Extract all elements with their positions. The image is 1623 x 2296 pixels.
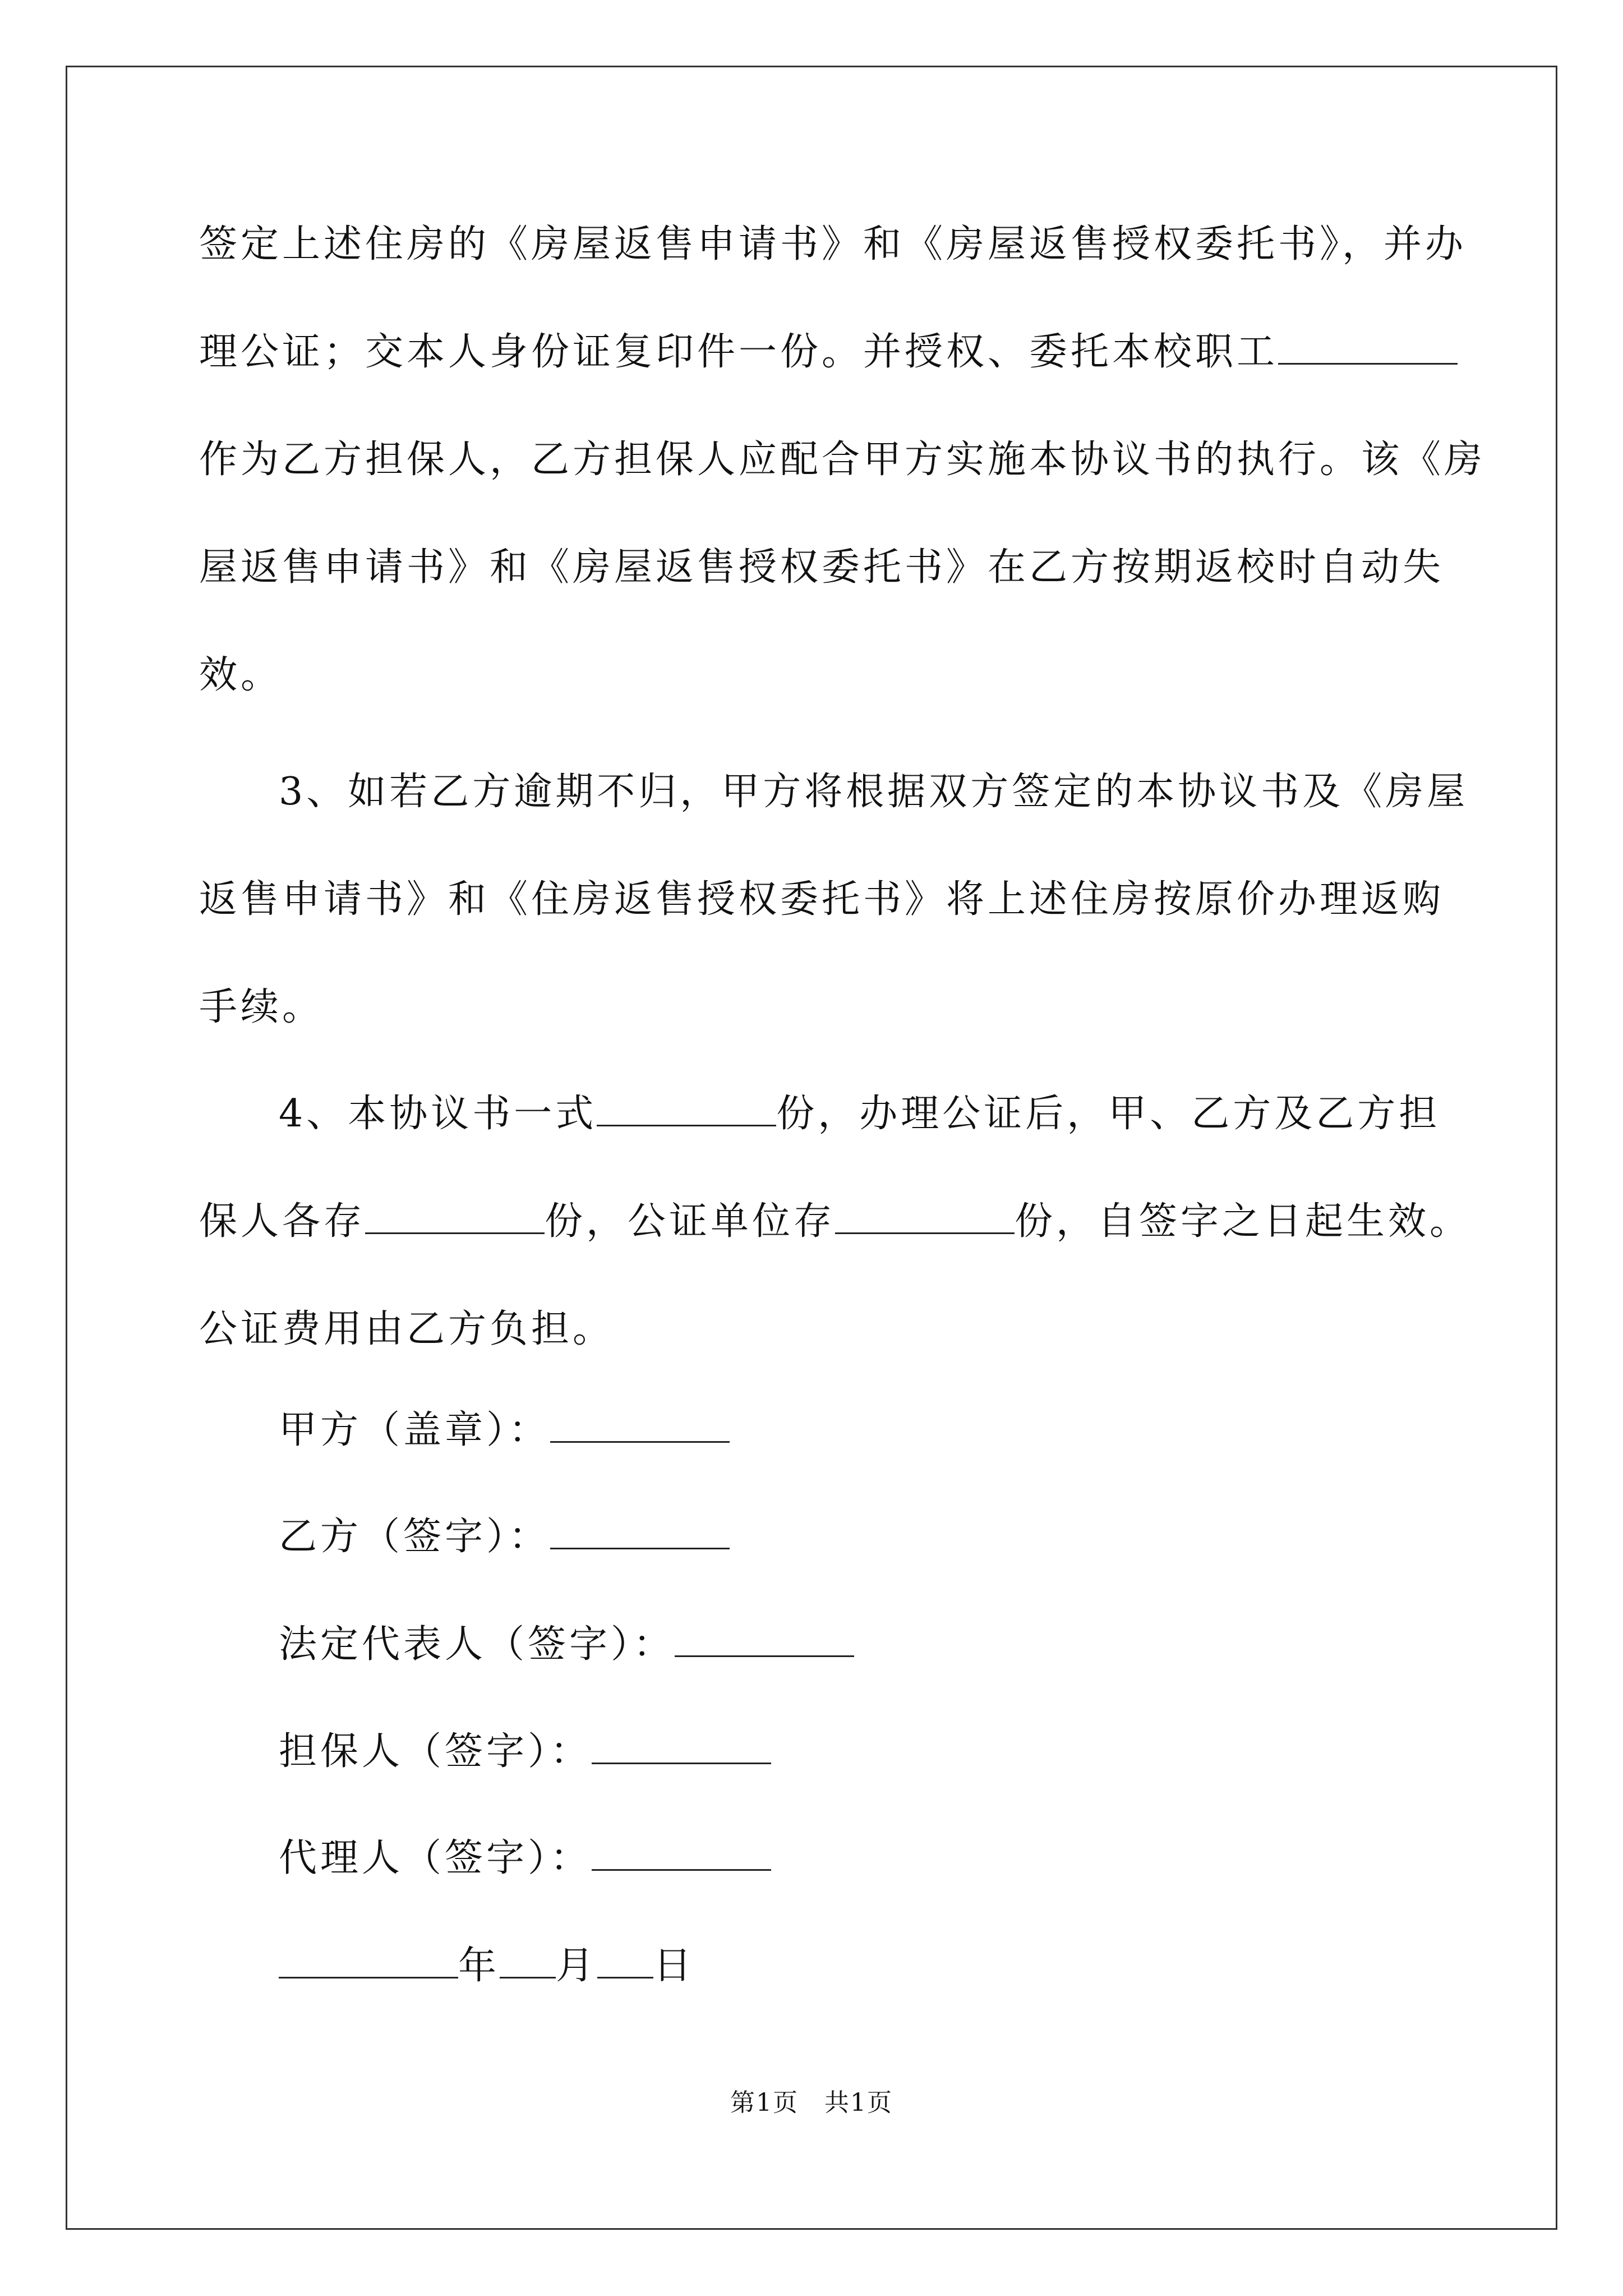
signature-party-a-label: 甲方（盖章）： xyxy=(279,1408,551,1452)
paragraph-4-line-2-c: 份，自签字之日起生效。 xyxy=(1015,1199,1472,1244)
date-month-label: 月 xyxy=(556,1944,598,1988)
paragraph-4-line-1-b: 份，办理公证后，甲、乙方及乙方担 xyxy=(776,1092,1441,1136)
date-year-blank xyxy=(279,1943,458,1978)
paragraph-4-line-2-a: 保人各存 xyxy=(199,1199,366,1244)
staff-name-blank xyxy=(1278,329,1458,365)
paragraph-4-line-2-b: 份，公证单位存 xyxy=(545,1199,836,1244)
signature-party-b-blank xyxy=(550,1514,730,1549)
paragraph-3-line-1: 3、如若乙方逾期不归，甲方将根据双方签定的本协议书及《房屋 xyxy=(279,770,1469,814)
signature-guarantor xyxy=(279,1721,771,1775)
signature-agent-label: 代理人（签字）： xyxy=(279,1836,592,1880)
signature-agent xyxy=(279,1828,771,1882)
signature-agent-blank xyxy=(592,1835,771,1871)
signature-legal-rep xyxy=(279,1614,854,1668)
paragraph-1-line-4: 屋返售申请书》和《房屋返售授权委托书》在乙方按期返校时自动失 xyxy=(199,545,1445,590)
paragraph-1-line-3: 作为乙方担保人，乙方担保人应配合甲方实施本协议书的执行。该《房 xyxy=(199,438,1486,482)
copies-each-blank xyxy=(365,1199,545,1234)
paragraph-4-line-1 xyxy=(199,1060,1441,1168)
signature-guarantor-blank xyxy=(592,1729,771,1764)
date-year-label: 年 xyxy=(458,1944,500,1988)
date-month-blank xyxy=(500,1943,556,1978)
paragraph-1-line-2 xyxy=(199,298,1427,406)
date-day-label: 日 xyxy=(653,1944,695,1988)
copies-total-blank xyxy=(597,1091,776,1126)
page-footer: 第1页 共1页 xyxy=(730,2088,893,2117)
date-day-blank xyxy=(597,1943,653,1978)
signature-legal-rep-label: 法定代表人（签字）： xyxy=(279,1622,675,1667)
paragraph-4-line-1-a: 4、本协议书一式 xyxy=(279,1092,597,1136)
paragraph-1-line-5: 效。 xyxy=(199,653,283,697)
signature-party-b xyxy=(279,1506,730,1561)
paragraph-1-line-2-text: 理公证；交本人身份证复印件一份。并授权、委托本校职工 xyxy=(199,330,1279,374)
paragraph-4-line-3: 公证费用由乙方负担。 xyxy=(199,1307,615,1351)
paragraph-4 xyxy=(199,1060,1472,1383)
paragraph-1-line-1: 签定上述住房的《房屋返售申请书》和《房屋返售授权委托书》，并办 xyxy=(199,222,1467,266)
paragraph-3-line-2: 返售申请书》和《住房返售授权委托书》将上述住房按原价办理返购 xyxy=(199,877,1445,922)
paragraph-1 xyxy=(199,191,1486,729)
signature-guarantor-label: 担保人（签字）： xyxy=(279,1729,592,1774)
paragraph-4-line-2 xyxy=(199,1168,1472,1276)
signature-party-a xyxy=(279,1400,730,1454)
signature-party-b-label: 乙方（签字）： xyxy=(279,1515,551,1559)
paragraph-3-line-3: 手续。 xyxy=(199,985,324,1029)
date-line xyxy=(279,1935,695,1990)
paragraph-3 xyxy=(199,738,1469,1061)
signature-legal-rep-blank xyxy=(675,1622,854,1657)
copies-notary-blank xyxy=(835,1199,1015,1234)
signature-party-a-blank xyxy=(550,1407,730,1443)
